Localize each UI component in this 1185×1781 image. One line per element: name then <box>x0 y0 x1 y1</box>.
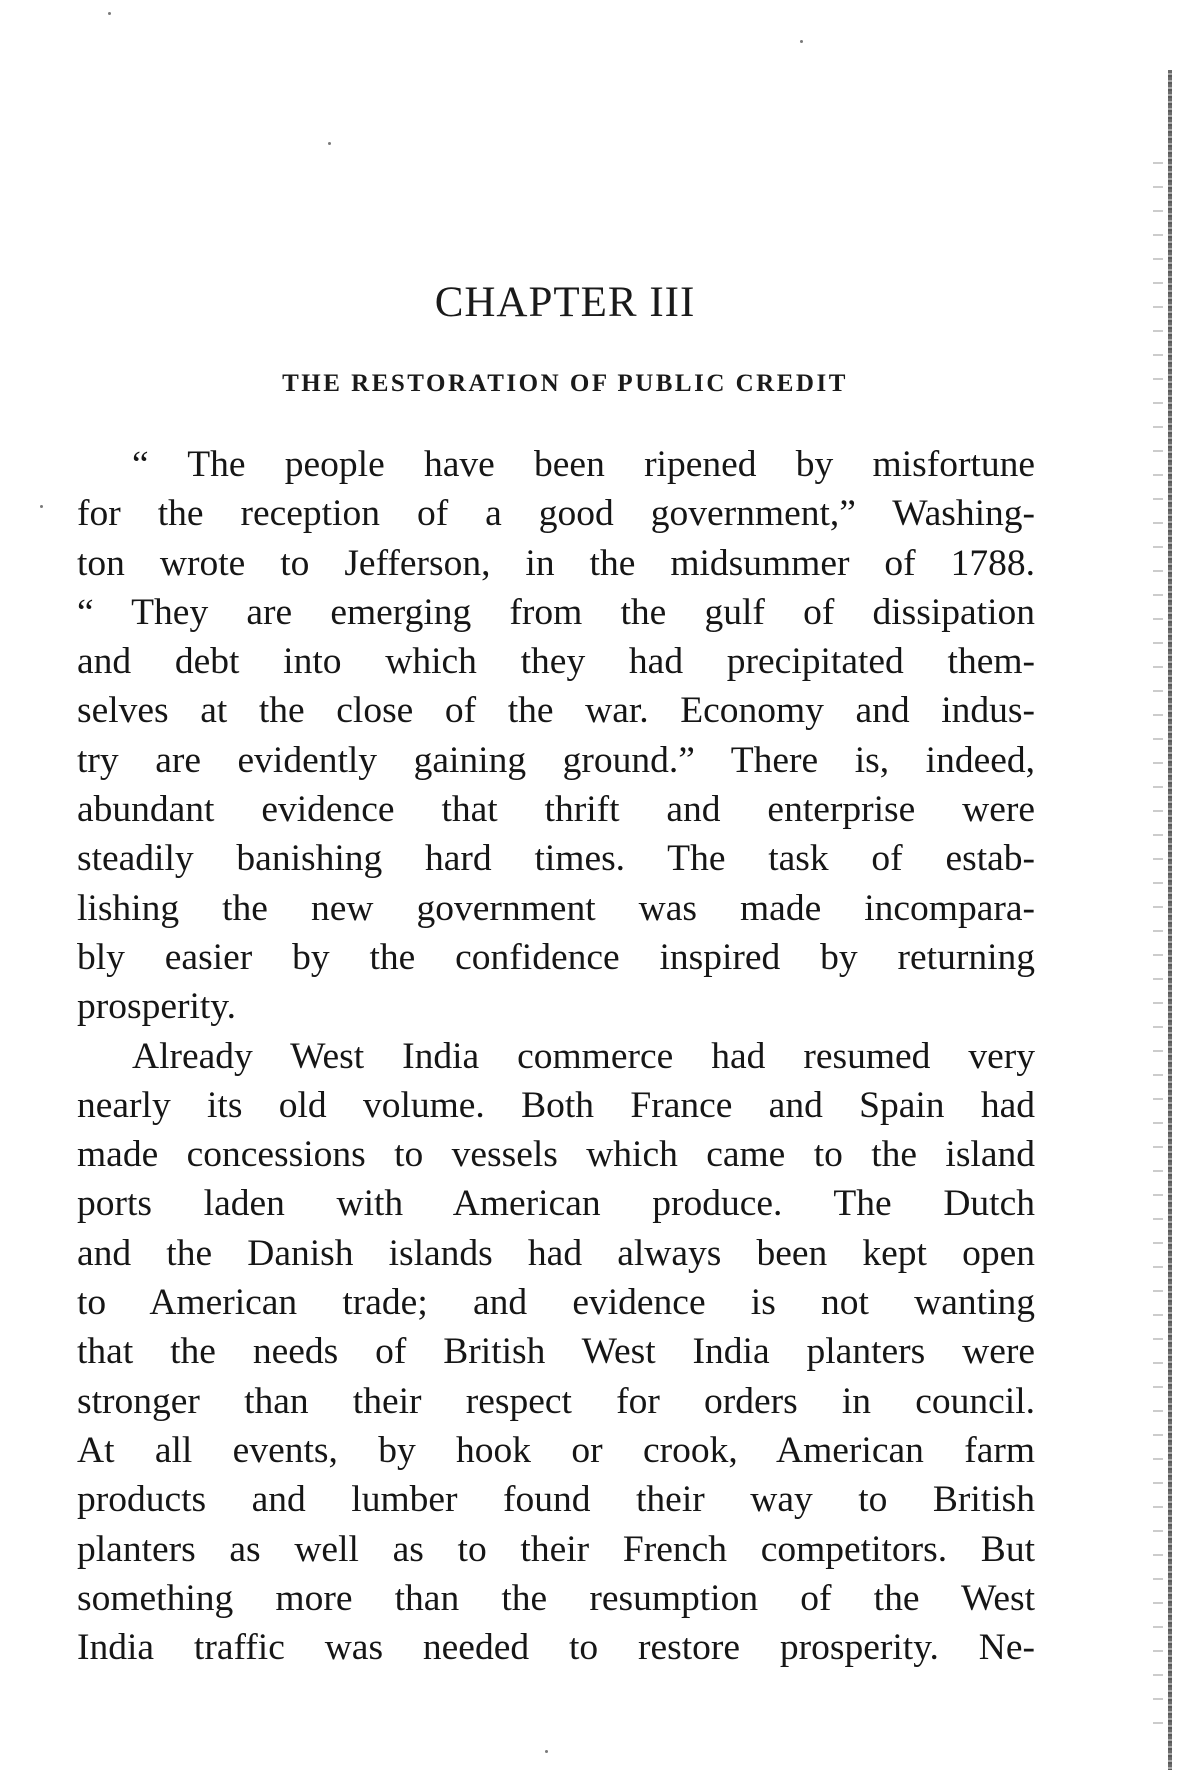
text-line: nearly its old volume. Both France and Spain had <box>77 1084 1035 1126</box>
paper-speck <box>40 505 43 508</box>
text-line: India traffic was needed to restore prosperity. Ne- <box>77 1627 1035 1669</box>
text-line: steadily banishing hard times. The task of estab- <box>77 838 1035 880</box>
text-line: prosperity. <box>77 986 236 1028</box>
chapter-subtitle: THE RESTORATION OF PUBLIC CREDIT <box>282 370 848 397</box>
paper-speck <box>108 12 111 15</box>
text-line: planters as well as to their French competitors. But <box>77 1528 1035 1570</box>
text-line: stronger than their respect for orders in council. <box>77 1380 1035 1422</box>
paper-speck <box>328 142 331 145</box>
paper-speck <box>800 40 803 43</box>
page-gutter-shadow <box>1153 140 1163 1740</box>
text-line: try are evidently gaining ground.” There is, indeed, <box>77 739 1035 781</box>
text-line: At all events, by hook or crook, American farm <box>77 1429 1035 1471</box>
body-text <box>77 440 1035 1672</box>
text-line: ports laden with American produce. The Dutch <box>77 1183 1035 1225</box>
chapter-title: CHAPTER III <box>434 279 696 326</box>
text-line: and debt into which they had precipitated them- <box>77 641 1035 683</box>
text-line: and the Danish islands had always been kept open <box>77 1232 1035 1274</box>
text-line: made concessions to vessels which came to the island <box>77 1134 1035 1176</box>
page-binding-edge <box>1168 70 1172 1770</box>
text-line: abundant evidence that thrift and enterprise were <box>77 789 1035 831</box>
text-line: to American trade; and evidence is not wanting <box>77 1282 1035 1324</box>
text-line: bly easier by the confidence inspired by returning <box>77 936 1035 978</box>
paper-speck <box>545 1750 548 1753</box>
text-line: lishing the new government was made incompara- <box>77 887 1035 929</box>
text-line: for the reception of a good government,” Washing- <box>77 493 1035 535</box>
text-line: products and lumber found their way to British <box>77 1479 1035 1521</box>
text-line: that the needs of British West India planters were <box>77 1331 1035 1373</box>
text-line: selves at the close of the war. Economy and indus- <box>77 690 1035 732</box>
text-line: Already West India commerce had resumed very <box>132 1035 1035 1077</box>
text-line: “ The people have been ripened by misfortune <box>132 444 1035 485</box>
text-line: something more than the resumption of the West <box>77 1577 1035 1619</box>
text-line: “ They are emerging from the gulf of dissipation <box>77 591 1035 633</box>
text-line: ton wrote to Jefferson, in the midsummer of 1788. <box>77 542 1035 584</box>
